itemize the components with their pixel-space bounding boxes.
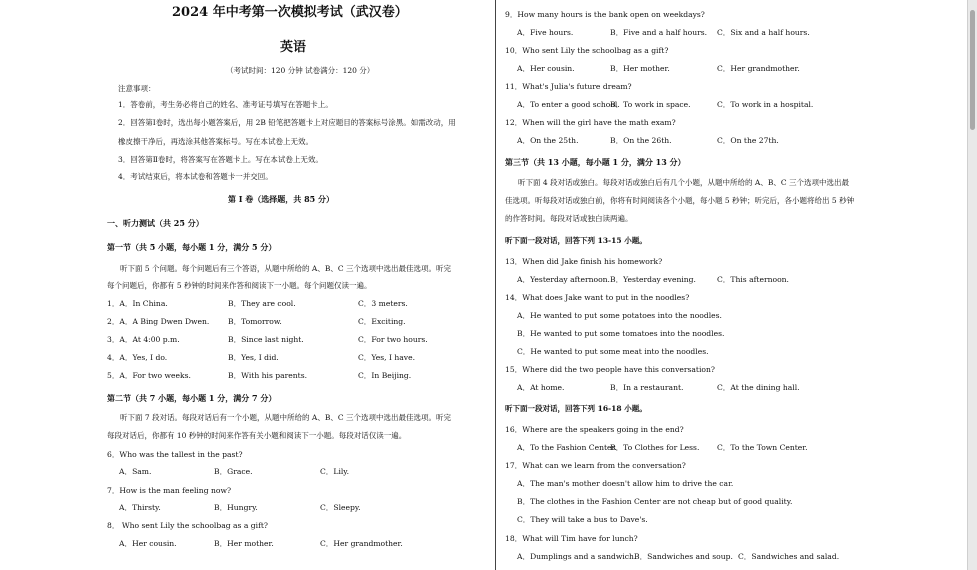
q15-option-b: B．In a restaurant. <box>610 383 684 392</box>
q9-option-c: C．Six and a half hours. <box>717 28 810 37</box>
section3-instruction: 佳选项。听每段对话或独白前，你将有时间阅读各个小题，每小题 5 秒钟；听完后，各小题将给出 5 秒钟 <box>505 196 855 205</box>
question-16: 16．Where are the speakers going in the end? <box>505 425 684 434</box>
q17-option-b: B．The clothes in the Fashion Center are not cheap but of good quality. <box>517 497 793 506</box>
q1-option-a: 1．A．In China. <box>107 299 168 308</box>
q12-option-b: B．On the 26th. <box>610 136 672 145</box>
q9-option-a: A．Five hours. <box>517 28 574 37</box>
q3-option-b: B．Since last night. <box>228 335 304 344</box>
q5-option-c: C．In Beijing. <box>358 371 412 380</box>
q1-option-b: B．They are cool. <box>228 299 296 308</box>
q4-option-a: 4．A．Yes, I do. <box>107 353 168 362</box>
q8-option-c: C．Her grandmother. <box>320 539 403 548</box>
notice-item: 1．答卷前，考生务必将自己的姓名、准考证号填写在答题卡上。 <box>118 100 333 109</box>
q10-option-a: A．Her cousin. <box>517 64 575 73</box>
q17-option-a: A．The man's mother doesn't allow him to drive the car. <box>517 479 734 488</box>
q15-option-c: C．At the dining hall. <box>717 383 800 392</box>
q6-option-a: A．Sam. <box>119 467 152 476</box>
q3-option-a: 3．A．At 4:00 p.m. <box>107 335 180 344</box>
q12-option-a: A．On the 25th. <box>517 136 579 145</box>
question-11: 11．What's Julia's future dream? <box>505 82 632 91</box>
question-8: 8． Who sent Lily the schoolbag as a gift? <box>107 521 268 530</box>
q6-option-b: B．Grace. <box>214 467 253 476</box>
section2-heading: 第二节（共 7 小题，每小题 1 分，满分 7 分） <box>107 393 277 403</box>
question-6: 6．Who was the tallest in the past? <box>107 450 243 459</box>
section2-instruction: 听下面 7 段对话。每段对话后有一个小题，从题中所给的 A、B、C 三个选项中选出最佳选项。听完 <box>120 413 451 422</box>
q12-option-c: C．On the 27th. <box>717 136 779 145</box>
q2-option-c: C．Exciting. <box>358 317 406 326</box>
column-divider <box>495 0 496 570</box>
q6-option-c: C．Lily. <box>320 467 349 476</box>
dialogue-1-heading: 听下面一段对话，回答下列 13-15 小题。 <box>505 236 647 245</box>
listening-heading: 一、听力测试（共 25 分） <box>107 218 204 228</box>
q3-option-c: C．For two hours. <box>358 335 428 344</box>
q18-option-c: C．Sandwiches and salad. <box>738 552 840 561</box>
q4-option-c: C．Yes, I have. <box>358 353 416 362</box>
q8-option-b: B．Her mother. <box>214 539 274 548</box>
question-17: 17．What can we learn from the conversation? <box>505 461 686 470</box>
exam-title: 2024 年中考第一次模拟考试（武汉卷） <box>172 5 408 20</box>
question-9: 9．How many hours is the bank open on weekdays? <box>505 10 705 19</box>
section1-heading: 第一节（共 5 小题，每小题 1 分，满分 5 分） <box>107 242 277 252</box>
q5-option-b: B．With his parents. <box>228 371 308 380</box>
q7-option-c: C．Sleepy. <box>320 503 361 512</box>
section1-instruction: 听下面 5 个问题。每个问题后有三个答语，从题中所给的 A、B、C 三个选项中选出最佳选项。听完 <box>120 264 451 273</box>
q9-option-b: B．Five and a half hours. <box>610 28 708 37</box>
notice-item: 3．回答第Ⅱ卷时，将答案写在答题卡上。写在本试卷上无效。 <box>118 155 323 164</box>
notice-item: 4．考试结束后，将本试卷和答题卡一并交回。 <box>118 172 273 181</box>
q11-option-c: C．To work in a hospital. <box>717 100 814 109</box>
q18-option-a: A．Dumplings and a sandwich. <box>517 552 637 561</box>
q18-option-b: B．Sandwiches and soup. <box>634 552 733 561</box>
section2-instruction: 每段对话后，你都有 10 秒钟的时间来作答有关小题和阅读下一小题。每段对话仅读一遍。 <box>107 431 407 440</box>
section1-instruction: 每个问题后，你都有 5 秒钟的时间来作答和阅读下一小题。每个问题仅读一遍。 <box>107 281 372 290</box>
question-12: 12．When will the girl have the math exam? <box>505 118 676 127</box>
section3-instruction: 的作答时间。每段对话或独白读两遍。 <box>505 214 633 223</box>
q8-option-a: A．Her cousin. <box>119 539 177 548</box>
q13-option-a: A．Yesterday afternoon. <box>517 275 610 284</box>
q5-option-a: 5．A．For two weeks. <box>107 371 191 380</box>
q16-option-b: B．To Clothes for Less. <box>610 443 700 452</box>
q11-option-a: A．To enter a good school. <box>517 100 620 109</box>
q1-option-c: C．3 meters. <box>358 299 408 308</box>
section3-heading: 第三节（共 13 小题，每小题 1 分，满分 13 分） <box>505 157 686 167</box>
notice-item: 2．回答第Ⅰ卷时，选出每小题答案后，用 2B 铅笔把答题卡上对应题目的答案标号涂黑。如需改动，用 <box>118 118 456 127</box>
q10-option-b: B．Her mother. <box>610 64 670 73</box>
scrollbar-thumb[interactable] <box>970 10 975 130</box>
notice-heading: 注意事项： <box>118 84 156 93</box>
q15-option-a: A．At home. <box>517 383 565 392</box>
question-15: 15．Where did the two people have this conversation? <box>505 365 715 374</box>
q10-option-c: C．Her grandmother. <box>717 64 800 73</box>
question-13: 13．When did Jake finish his homework? <box>505 257 663 266</box>
q2-option-b: B．Tomorrow. <box>228 317 282 326</box>
question-14: 14．What does Jake want to put in the noodles? <box>505 293 690 302</box>
q7-option-b: B．Hungry. <box>214 503 258 512</box>
q14-option-b: B．He wanted to put some tomatoes into the noodles. <box>517 329 725 338</box>
notice-item: 橡皮擦干净后，再选涂其他答案标号。写在本试卷上无效。 <box>118 137 313 146</box>
q13-option-c: C．This afternoon. <box>717 275 789 284</box>
subject-title: 英语 <box>280 40 307 55</box>
question-10: 10．Who sent Lily the schoolbag as a gift? <box>505 46 669 55</box>
q16-option-a: A．To the Fashion Center. <box>517 443 617 452</box>
q11-option-b: B．To work in space. <box>610 100 691 109</box>
q7-option-a: A．Thirsty. <box>119 503 161 512</box>
q14-option-a: A．He wanted to put some potatoes into the noodles. <box>517 311 722 320</box>
part1-heading: 第 I 卷（选择题，共 85 分） <box>228 194 335 204</box>
question-18: 18．What will Tim have for lunch? <box>505 534 638 543</box>
q13-option-b: B．Yesterday evening. <box>610 275 696 284</box>
q14-option-c: C．He wanted to put some meat into the noodles. <box>517 347 709 356</box>
q2-option-a: 2．A．A Bing Dwen Dwen. <box>107 317 210 326</box>
q16-option-c: C．To the Town Center. <box>717 443 808 452</box>
dialogue-2-heading: 听下面一段对话，回答下列 16-18 小题。 <box>505 404 647 413</box>
q17-option-c: C．They will take a bus to Dave's. <box>517 515 648 524</box>
exam-info: （考试时间：120 分钟 试卷满分：120 分） <box>226 66 375 75</box>
question-7: 7．How is the man feeling now? <box>107 486 232 495</box>
vertical-scrollbar[interactable] <box>967 0 977 570</box>
q4-option-b: B．Yes, I did. <box>228 353 279 362</box>
section3-instruction: 听下面 4 段对话或独白。每段对话或独白后有几个小题，从题中所给的 A、B、C 三个选项中选出最 <box>518 178 849 187</box>
